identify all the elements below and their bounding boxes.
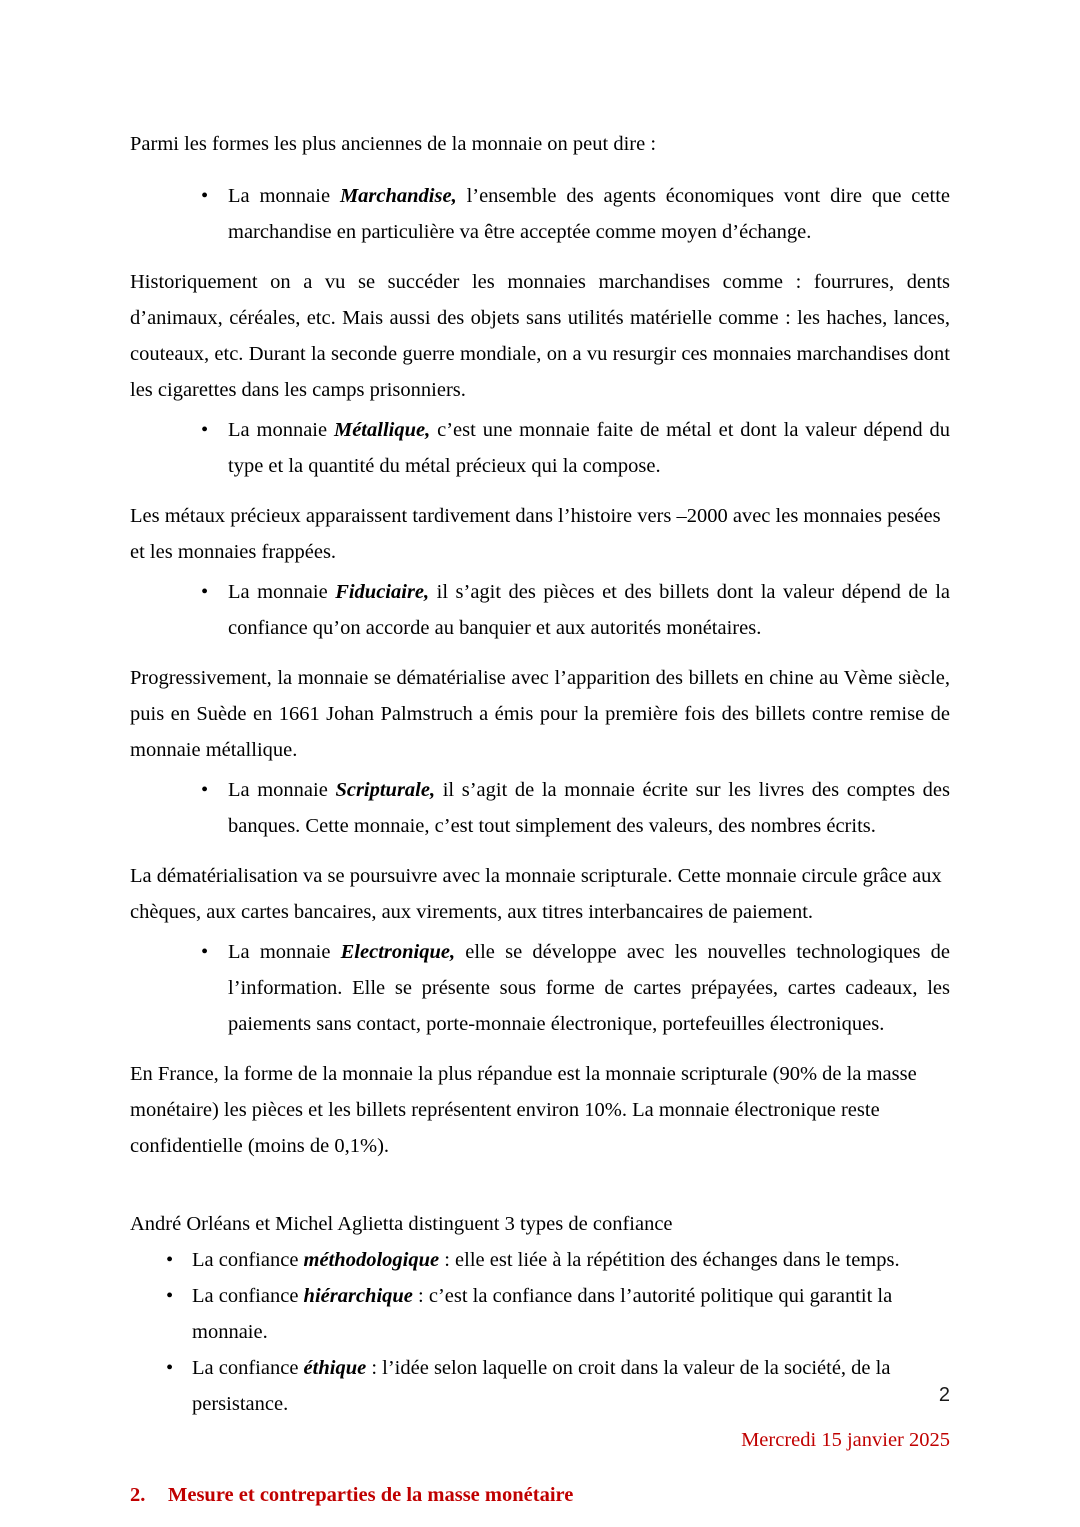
list-item-rest: il s’agit des pièces et des billets dont la valeur dépend de la confiance qu’on accorde au banquier et aux autorités monétaires. [228, 581, 950, 639]
list-item-term: Fiduciaire, [335, 581, 430, 603]
monnaie-forms-list-1 [130, 178, 950, 250]
list-item [130, 772, 950, 844]
list-item-text [228, 178, 950, 250]
list-item-text [192, 1249, 900, 1271]
list-item-lead: La confiance [192, 1285, 304, 1307]
list-item [130, 412, 950, 484]
document-content [130, 126, 950, 1512]
list-item-rest: : l’idée selon laquelle on croit dans la valeur de la société, de la persistance. [192, 1357, 891, 1415]
list-item [130, 574, 950, 646]
bullet-icon: • [201, 941, 209, 963]
bullet-icon: • [201, 581, 209, 603]
paragraph-historiquement: Historiquement on a vu se succéder les monnaies marchandises comme : fourrures, dents d’animaux, céréales, etc. Mais aussi des objets sans utilités matérielle comme : les haches, lances, couteaux, etc. Durant la seconde guerre mondiale, on a vu resurgir ces monnaies marchandises dont les cigarettes dans les camps prisonniers. [130, 271, 950, 401]
section-heading-text: Mesure et contreparties de la masse monétaire [168, 1484, 574, 1506]
bullet-icon: • [201, 779, 209, 801]
list-item-term: méthodologique [303, 1249, 440, 1271]
paragraph-france: En France, la forme de la monnaie la plus répandue est la monnaie scripturale (90% de la masse monétaire) les pièces et les billets représentent environ 10%. La monnaie électronique reste confidentielle (moins de 0,1%). [130, 1063, 917, 1157]
list-item-term: Marchandise, [339, 185, 457, 207]
monnaie-forms-list-5 [130, 934, 950, 1042]
section-heading-number: 2. [130, 1484, 146, 1506]
list-item-rest: il s’agit de la monnaie écrite sur les livres des comptes des banques. Cette monnaie, c’est tout simplement des valeurs, des nombres écrits. [228, 779, 950, 837]
lecture-date: Mercredi 15 janvier 2025 [741, 1429, 950, 1451]
list-item-lead: La confiance [192, 1249, 304, 1271]
paragraph-progressivement: Progressivement, la monnaie se dématérialise avec l’apparition des billets en chine au Vème siècle, puis en Suède en 1661 Johan Palmstruch a émis pour la première fois des billets contre remise de monnaie métallique. [130, 667, 950, 761]
list-item-rest: elle se développe avec les nouvelles technologiques de l’information. Elle se présente sous forme de cartes prépayées, cartes cadeaux, les paiements sans contact, porte-monnaie électronique, portefeuilles électroniques. [228, 941, 950, 1035]
monnaie-forms-list-3 [130, 574, 950, 646]
bullet-icon: • [201, 185, 209, 207]
list-item-rest: l’ensemble des agents économiques vont dire que cette marchandise en particulière va être acceptée comme moyen d’échange. [228, 185, 950, 243]
bullet-icon: • [166, 1249, 174, 1271]
bullet-icon: • [201, 419, 209, 441]
list-item-lead: La monnaie [228, 779, 336, 801]
paragraph-dematerialisation: La dématérialisation va se poursuivre avec la monnaie scripturale. Cette monnaie circule grâce aux chèques, aux cartes bancaires, aux virements, aux titres interbancaires de paiement. [130, 865, 942, 923]
list-item-term: Electronique, [340, 941, 456, 963]
monnaie-forms-list-4 [130, 772, 950, 844]
section-heading [130, 1478, 950, 1512]
list-item-lead: La confiance [192, 1357, 304, 1379]
section-spacer [130, 1164, 950, 1206]
list-item-text [192, 1285, 892, 1343]
list-item-lead: La monnaie [228, 581, 336, 603]
list-item-term: Scripturale, [335, 779, 436, 801]
list-item-lead: La monnaie [228, 185, 340, 207]
list-item [130, 934, 950, 1042]
list-item-text [228, 574, 950, 646]
list-item [130, 178, 950, 250]
bullet-icon: • [166, 1357, 174, 1379]
list-item-rest: : elle est liée à la répétition des échanges dans le temps. [439, 1249, 900, 1271]
paragraph-intro: Parmi les formes les plus anciennes de la monnaie on peut dire : [130, 133, 657, 155]
page-number: 2 [938, 1384, 950, 1406]
paragraph-metaux: Les métaux précieux apparaissent tardivement dans l’histoire vers –2000 avec les monnaies pesées et les monnaies frappées. [130, 505, 941, 563]
list-item-lead: La monnaie [228, 419, 334, 441]
bullet-icon: • [166, 1285, 174, 1307]
list-item-text [228, 772, 950, 844]
monnaie-forms-list-2 [130, 412, 950, 484]
list-item-rest: c’est une monnaie faite de métal et dont la valeur dépend du type et la quantité du métal précieux qui la compose. [228, 419, 950, 477]
list-item-lead: La monnaie [228, 941, 341, 963]
list-item [130, 1278, 950, 1350]
list-item-text [228, 412, 950, 484]
list-item-rest: : c’est la confiance dans l’autorité politique qui garantit la monnaie. [192, 1285, 893, 1343]
list-item-term: éthique [303, 1357, 367, 1379]
list-item-text [228, 934, 950, 1042]
list-item [130, 1242, 950, 1278]
list-item-term: hiérarchique [303, 1285, 413, 1307]
list-item-term: Métallique, [333, 419, 431, 441]
paragraph-confiance-intro: André Orléans et Michel Aglietta distinguent 3 types de confiance [130, 1213, 673, 1235]
